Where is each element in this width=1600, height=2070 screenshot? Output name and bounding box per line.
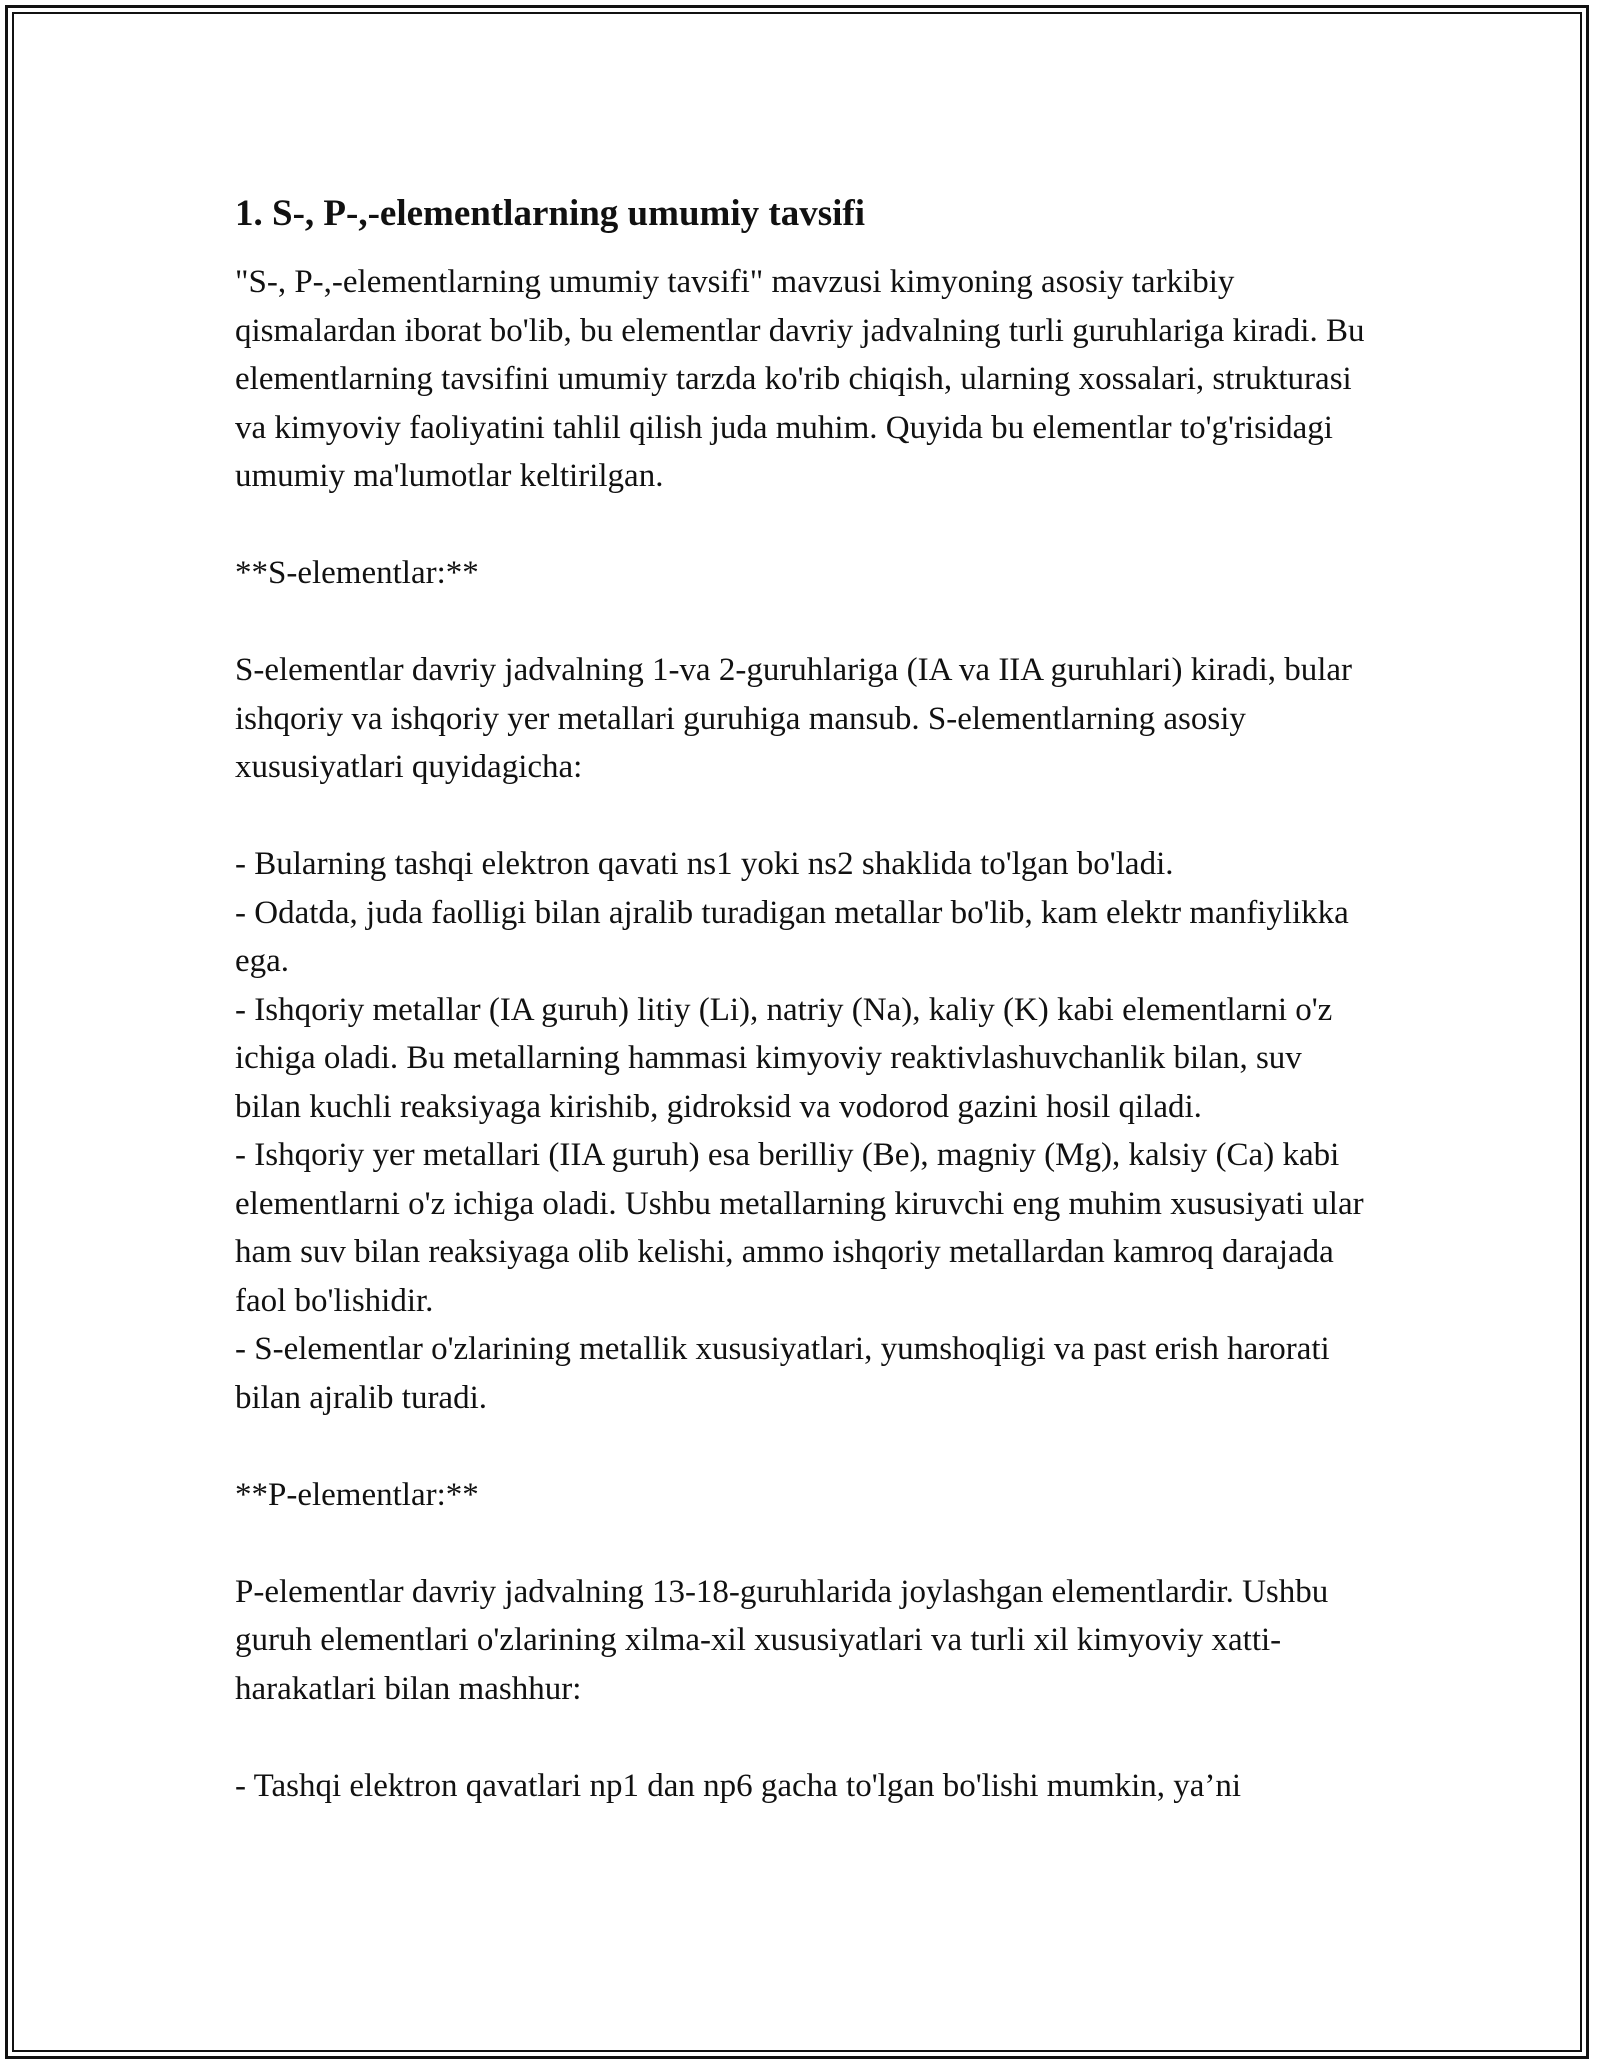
document-title: 1. S-, P-,-elementlarning umumiy tavsifi xyxy=(235,193,865,234)
list-item: - Odatda, juda faolligi bilan ajralib turadigan metallar bo'lib, kam elektr manfiylikka ega. xyxy=(235,894,1349,979)
list-item: - Ishqoriy metallar (IA guruh) litiy (Li), natriy (Na), kaliy (K) kabi elementlarni o'z ichiga oladi. Bu metallarning hammasi kimyoviy reaktivlashuvchanlik bilan, suv bilan kuchli reaksiyaga kirishib, gidroksid va vodorod gazini hosil qiladi. xyxy=(235,991,1333,1125)
paragraph-gap xyxy=(235,1422,1375,1471)
paragraph-gap xyxy=(235,501,1375,550)
paragraph-gap xyxy=(235,792,1375,841)
intro-paragraph: "S-, P-,-elementlarning umumiy tavsifi" mavzusi kimyoning asosiy tarkibiy qismalardan iborat bo'lib, bu elementlar davriy jadvalning turli guruhlariga kiradi. Bu elementlarning tavsifini umumiy tarzda ko'rib chiqish, ularning xossalari, strukturasi va kimyoviy faoliyatini tahlil qilish juda muhim. Quyida bu elementlar to'g'risidagi umumiy ma'lumotlar keltirilgan. xyxy=(235,264,1365,494)
list-item: - Ishqoriy yer metallari (IIA guruh) esa berilliy (Be), magniy (Mg), kalsiy (Ca) kabi elementlarni o'z ichiga oladi. Ushbu metallarning kiruvchi eng muhim xususiyati ular ham suv bilan reaksiyaga olib kelishi, ammo ishqoriy metallardan kamroq darajada faol bo'lishidir. xyxy=(235,1137,1364,1319)
s-elements-intro: S-elementlar davriy jadvalning 1-va 2-guruhlariga (IA va IIA guruhlari) kiradi, bular ishqoriy va ishqoriy yer metallari guruhiga mansub. S-elementlarning asosiy xususiyatlari quyidagicha: xyxy=(235,652,1353,785)
list-item: - Tashqi elektron qavatlari np1 dan np6 gacha to'lgan bo'lishi mumkin, ya’ni xyxy=(235,1767,1242,1804)
list-item: - S-elementlar o'zlarining metallik xususiyatlari, yumshoqligi va past erish harorati bilan ajralib turadi. xyxy=(235,1331,1330,1416)
paragraph-gap xyxy=(235,1519,1375,1568)
section-heading-s-elements: **S-elementlar:** xyxy=(235,555,479,591)
document-body xyxy=(235,190,1375,1810)
p-elements-intro: P-elementlar davriy jadvalning 13-18-guruhlarida joylashgan elementlardir. Ushbu guruh elementlari o'zlarining xilma-xil xususiyatlari va turli xil kimyoviy xatti-harakatlari bilan mashhur: xyxy=(235,1573,1329,1707)
paragraph-gap xyxy=(235,1713,1375,1762)
list-item: - Bularning tashqi elektron qavati ns1 yoki ns2 shaklida to'lgan bo'ladi. xyxy=(235,846,1174,882)
section-heading-p-elements: **P-elementlar:** xyxy=(235,1476,479,1513)
paragraph-gap xyxy=(235,598,1375,647)
